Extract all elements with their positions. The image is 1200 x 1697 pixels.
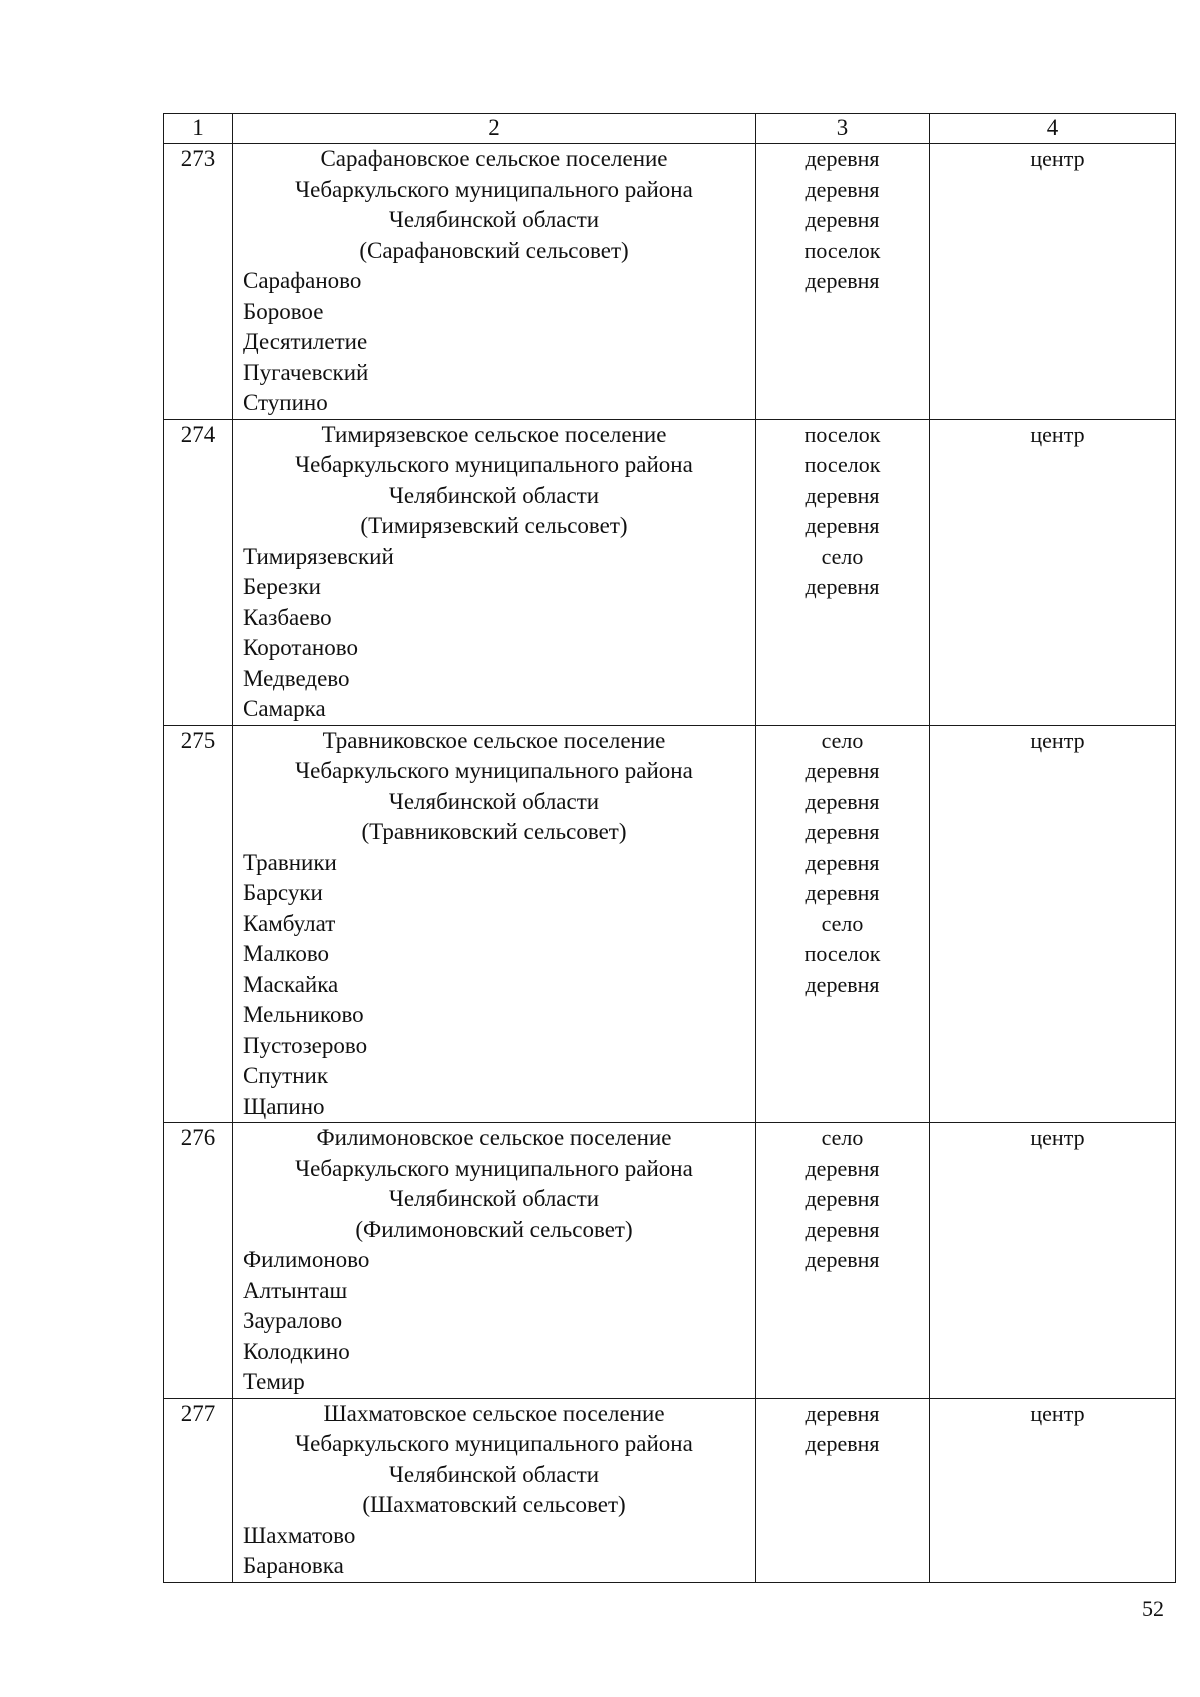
locality-type: деревня: [805, 1247, 880, 1272]
administrative-center-cell: [930, 725, 1176, 1123]
heading-line: Тимирязевское сельское поселение: [321, 421, 667, 447]
locality-name: Сарафаново: [243, 268, 362, 293]
heading-line: (Тимирязевский сельсовет): [360, 513, 628, 538]
settlement-heading: [233, 726, 755, 848]
locality-type-cell: [756, 1123, 930, 1399]
locality-type: деревня: [805, 146, 880, 171]
locality-note: [930, 1429, 1175, 1460]
settlement-cell: [233, 144, 756, 420]
locality-type: деревня: [805, 513, 880, 538]
settlement-cell: [233, 725, 756, 1123]
locality-note: [930, 1154, 1175, 1185]
heading-line: Шахматовское сельское поселение: [323, 1400, 665, 1426]
heading-line: Чебаркульского муниципального района: [295, 176, 693, 202]
locality-note: [930, 175, 1175, 206]
locality-name: Барановка: [243, 1553, 344, 1578]
administrative-center-cell: [930, 1398, 1176, 1582]
locality-list: [233, 1521, 755, 1582]
table-row: [164, 725, 1176, 1123]
page-number: 52: [1142, 1596, 1164, 1621]
heading-line: Челябинской области: [388, 482, 600, 508]
locality-name: Спутник: [243, 1063, 328, 1088]
settlement-heading: [233, 420, 755, 542]
locality-note: центр: [1030, 727, 1085, 753]
locality-note: [930, 939, 1175, 970]
table-header-row: [164, 114, 1176, 144]
locality-name: Пугачевский: [243, 359, 369, 385]
heading-line: Чебаркульского муниципального района: [295, 1431, 693, 1456]
locality-note: [930, 481, 1175, 512]
locality-type: деревня: [805, 176, 880, 202]
locality-note: [930, 878, 1175, 909]
administrative-center-cell: [930, 419, 1176, 725]
locality-note: [930, 542, 1175, 573]
locality-type: деревня: [805, 1431, 880, 1456]
heading-line: Челябинской области: [388, 207, 600, 232]
heading-line: Травниковское сельское поселение: [322, 727, 666, 753]
locality-note: [930, 970, 1175, 1001]
locality-name: Травники: [243, 849, 337, 875]
locality-note: [930, 572, 1175, 603]
column-header-1: 1: [164, 114, 233, 144]
locality-type: село: [821, 1125, 864, 1150]
locality-list: [233, 266, 755, 419]
locality-note: [930, 450, 1175, 481]
locality-name: Ступино: [243, 390, 328, 415]
locality-name: Шахматово: [243, 1522, 356, 1548]
locality-note: центр: [1030, 146, 1085, 171]
locality-type: деревня: [805, 482, 880, 508]
section-number: 276: [164, 1123, 233, 1399]
settlement-heading: [233, 1399, 755, 1521]
settlement-cell: [233, 419, 756, 725]
column-header-2: 2: [233, 114, 756, 144]
locality-type: деревня: [805, 1155, 880, 1181]
settlement-heading: [233, 1123, 755, 1245]
locality-note: [930, 1245, 1175, 1276]
locality-type: деревня: [805, 880, 880, 905]
heading-line: (Травниковский сельсовет): [361, 819, 627, 844]
locality-type: поселок: [804, 237, 881, 263]
settlements-table: [163, 113, 1176, 1583]
locality-list: [233, 1245, 755, 1398]
locality-type: село: [821, 543, 864, 569]
locality-note: [930, 266, 1175, 297]
section-number: 274: [164, 419, 233, 725]
locality-type: село: [821, 727, 864, 753]
locality-note: [930, 511, 1175, 542]
locality-note: центр: [1030, 1400, 1085, 1426]
locality-type: деревня: [805, 574, 880, 599]
locality-name: Барсуки: [243, 880, 323, 905]
locality-type: поселок: [804, 421, 881, 447]
table-row: [164, 1123, 1176, 1399]
locality-type: деревня: [805, 207, 880, 232]
locality-name: Тимирязевский: [243, 543, 394, 569]
locality-note: [930, 205, 1175, 236]
heading-line: Чебаркульского муниципального района: [295, 1155, 693, 1181]
settlement-cell: [233, 1123, 756, 1399]
locality-type: село: [821, 910, 864, 936]
locality-name: Филимоново: [243, 1247, 370, 1272]
heading-line: Челябинской области: [388, 1186, 600, 1211]
locality-note: [930, 909, 1175, 940]
locality-list: [233, 542, 755, 725]
locality-note: центр: [1030, 421, 1085, 447]
heading-line: Чебаркульского муниципального района: [295, 452, 693, 477]
table-row: [164, 1398, 1176, 1582]
heading-line: (Шахматовский сельсовет): [362, 1492, 626, 1517]
locality-name: Боровое: [243, 298, 324, 324]
locality-name: Березки: [243, 574, 321, 599]
locality-name: Самарка: [243, 696, 326, 721]
locality-note: [930, 817, 1175, 848]
heading-line: Челябинской области: [388, 788, 600, 814]
locality-name: Коротаново: [243, 635, 358, 660]
locality-type: поселок: [804, 941, 881, 966]
column-header-4: 4: [930, 114, 1176, 144]
section-number: 277: [164, 1398, 233, 1582]
locality-name: Темир: [243, 1369, 305, 1394]
locality-note: центр: [1030, 1125, 1085, 1150]
heading-line: Сарафановское сельское поселение: [320, 146, 668, 171]
administrative-center-cell: [930, 144, 1176, 420]
heading-line: Филимоновское сельское поселение: [316, 1125, 672, 1150]
locality-note: [930, 787, 1175, 818]
locality-name: Десятилетие: [243, 329, 368, 354]
locality-note: [930, 848, 1175, 879]
section-number: 273: [164, 144, 233, 420]
locality-name: Мельниково: [243, 1002, 364, 1027]
locality-list: [233, 848, 755, 1123]
settlement-cell: [233, 1398, 756, 1582]
locality-note: [930, 236, 1175, 267]
settlement-heading: [233, 144, 755, 266]
locality-type: деревня: [805, 1186, 880, 1211]
locality-name: Казбаево: [243, 604, 332, 630]
locality-type: деревня: [805, 268, 880, 293]
locality-name: Пустозерово: [243, 1032, 368, 1058]
heading-line: (Филимоновский сельсовет): [355, 1216, 633, 1242]
locality-type-cell: [756, 144, 930, 420]
locality-type: деревня: [805, 758, 880, 783]
locality-type: деревня: [805, 971, 880, 997]
locality-name: Зауралово: [243, 1308, 343, 1333]
locality-note: [930, 1184, 1175, 1215]
locality-name: Щапино: [243, 1093, 325, 1119]
table-row: [164, 419, 1176, 725]
locality-type: деревня: [805, 819, 880, 844]
locality-name: Камбулат: [243, 910, 336, 936]
locality-name: Маскайка: [243, 971, 339, 997]
locality-name: Алтынташ: [243, 1277, 348, 1303]
locality-name: Медведево: [243, 665, 350, 691]
heading-line: (Сарафановский сельсовет): [359, 237, 629, 263]
locality-type-cell: [756, 419, 930, 725]
column-header-3: 3: [756, 114, 930, 144]
locality-type-cell: [756, 1398, 930, 1582]
locality-type-cell: [756, 725, 930, 1123]
locality-type: деревня: [805, 788, 880, 814]
administrative-center-cell: [930, 1123, 1176, 1399]
table-body: [164, 114, 1176, 1583]
section-number: 275: [164, 725, 233, 1123]
locality-note: [930, 1215, 1175, 1246]
locality-note: [930, 756, 1175, 787]
locality-type: поселок: [804, 452, 881, 477]
locality-name: Малково: [243, 941, 330, 966]
locality-type: деревня: [805, 1216, 880, 1242]
locality-type: деревня: [805, 849, 880, 875]
locality-type: деревня: [805, 1400, 880, 1426]
heading-line: Чебаркульского муниципального района: [295, 758, 693, 783]
locality-name: Колодкино: [243, 1338, 350, 1364]
heading-line: Челябинской области: [388, 1461, 600, 1487]
table-row: [164, 144, 1176, 420]
